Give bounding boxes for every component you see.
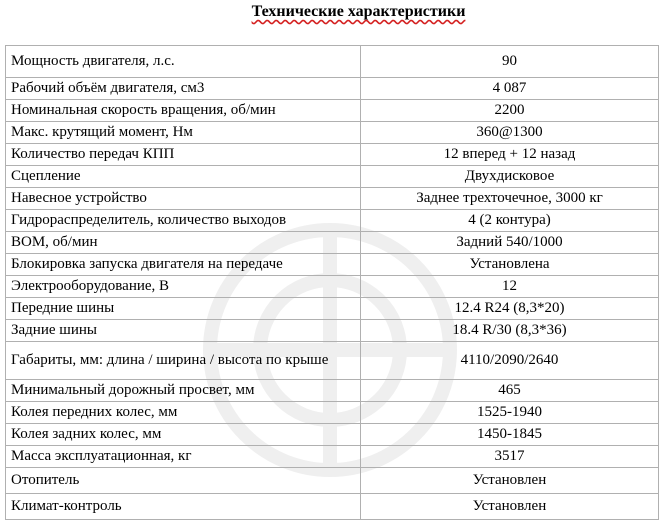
parameter-cell: Рабочий объём двигателя, см3 (6, 78, 361, 100)
value-cell: 4 087 (361, 78, 659, 100)
table-row (6, 424, 659, 446)
table-row (6, 188, 659, 210)
parameter-cell: Блокировка запуска двигателя на передаче (6, 254, 361, 276)
table-row (6, 402, 659, 424)
value-cell: Заднее трехточечное, 3000 кг (361, 188, 659, 210)
parameter-cell: Номинальная скорость вращения, об/мин (6, 100, 361, 122)
table-row (6, 232, 659, 254)
parameter-cell: Мощность двигателя, л.с. (6, 46, 361, 78)
value-cell: 465 (361, 380, 659, 402)
parameter-cell: Колея передних колес, мм (6, 402, 361, 424)
parameter-cell: Макс. крутящий момент, Нм (6, 122, 361, 144)
parameter-cell: Задние шины (6, 320, 361, 342)
parameter-cell: Навесное устройство (6, 188, 361, 210)
parameter-cell: Колея задних колес, мм (6, 424, 361, 446)
parameter-cell: Количество передач КПП (6, 144, 361, 166)
value-cell: Задний 540/1000 (361, 232, 659, 254)
table-row (6, 166, 659, 188)
specifications-table (5, 45, 659, 520)
table-row (6, 342, 659, 380)
table-row (6, 78, 659, 100)
parameter-cell: Масса эксплуатационная, кг (6, 446, 361, 468)
parameter-cell: Гидрораспределитель, количество выходов (6, 210, 361, 232)
table-row (6, 254, 659, 276)
parameter-cell: Минимальный дорожный просвет, мм (6, 380, 361, 402)
table-row (6, 46, 659, 78)
value-cell: 2200 (361, 100, 659, 122)
parameter-cell: Сцепление (6, 166, 361, 188)
value-cell: 3517 (361, 446, 659, 468)
parameter-cell: Отопитель (6, 468, 361, 494)
parameter-cell: Климат-контроль (6, 494, 361, 520)
parameter-cell: Габариты, мм: длина / ширина / высота по крыше (6, 342, 361, 380)
value-cell: 18.4 R/30 (8,3*36) (361, 320, 659, 342)
document-title: Технические характеристики (251, 3, 466, 20)
value-cell: 4110/2090/2640 (361, 342, 659, 380)
value-cell: Установлена (361, 254, 659, 276)
value-cell: 90 (361, 46, 659, 78)
value-cell: Двухдисковое (361, 166, 659, 188)
value-cell: Установлен (361, 494, 659, 520)
value-cell: 1525-1940 (361, 402, 659, 424)
table-row (6, 100, 659, 122)
value-cell: 12 вперед + 12 назад (361, 144, 659, 166)
table-row (6, 122, 659, 144)
table-row (6, 446, 659, 468)
parameter-cell: Передние шины (6, 298, 361, 320)
table-row (6, 210, 659, 232)
table-row (6, 320, 659, 342)
value-cell: 12 (361, 276, 659, 298)
table-row (6, 468, 659, 494)
table-row (6, 380, 659, 402)
table-row (6, 144, 659, 166)
value-cell: 1450-1845 (361, 424, 659, 446)
parameter-cell: ВОМ, об/мин (6, 232, 361, 254)
table-row (6, 298, 659, 320)
value-cell: 12.4 R24 (8,3*20) (361, 298, 659, 320)
parameter-cell: Электрооборудование, В (6, 276, 361, 298)
value-cell: 360@1300 (361, 122, 659, 144)
value-cell: Установлен (361, 468, 659, 494)
value-cell: 4 (2 контура) (361, 210, 659, 232)
table-row (6, 276, 659, 298)
